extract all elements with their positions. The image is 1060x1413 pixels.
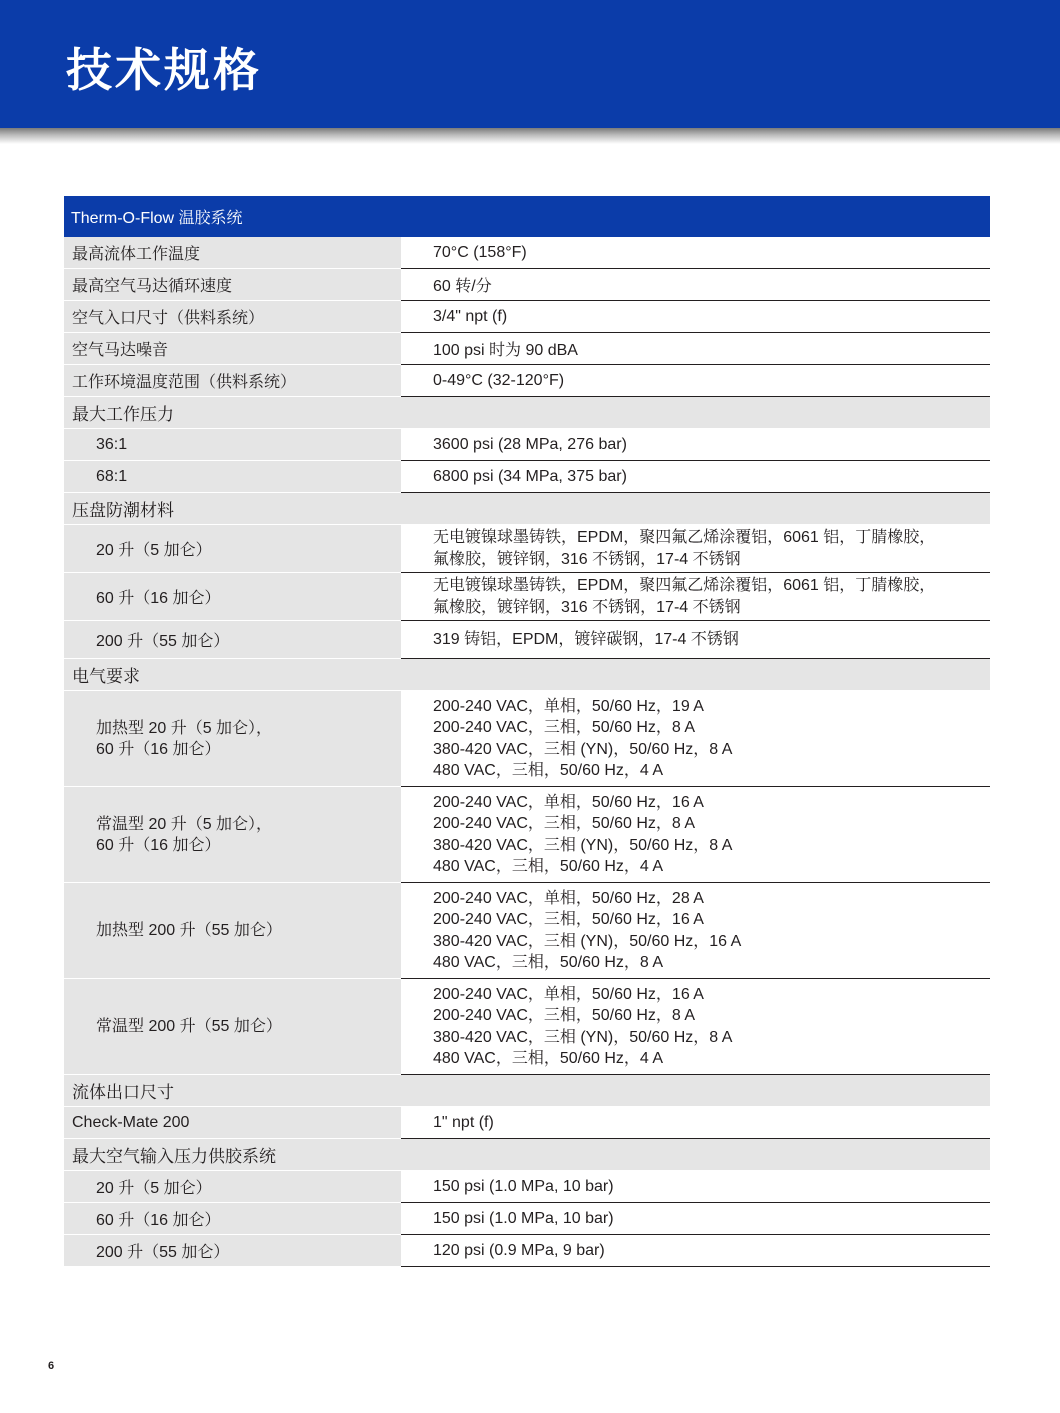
spec-row xyxy=(64,621,990,659)
spec-row xyxy=(64,787,990,883)
spec-value xyxy=(401,621,990,659)
label-line: 加热型 20 升（5 加仑）， xyxy=(96,719,273,737)
value-line: 319 铸铝，EPDM，镀锌碳钢，17-4 不锈钢 xyxy=(433,630,739,648)
label-line: 60 升（16 加仑） xyxy=(96,740,221,758)
spec-label xyxy=(64,691,401,787)
spec-label: 20 升（5 加仑） xyxy=(64,525,401,573)
spec-row xyxy=(64,979,990,1075)
label-line: 加热型 200 升（55 加仑） xyxy=(96,922,282,939)
value-line: 480 VAC，三相，50/60 Hz，4 A xyxy=(433,858,664,875)
label-line: 常温型 200 升（55 加仑） xyxy=(96,1018,282,1035)
spec-label: 空气入口尺寸（供料系统） xyxy=(64,301,401,333)
spec-value: 1" npt (f) xyxy=(401,1107,990,1139)
header-shadow xyxy=(0,128,1060,144)
spec-value xyxy=(401,691,990,787)
spec-row xyxy=(64,525,990,573)
spec-value xyxy=(401,525,990,573)
spec-value: 120 psi (0.9 MPa, 9 bar) xyxy=(401,1235,990,1267)
spec-row xyxy=(64,1235,990,1267)
spec-label: 20 升（5 加仑） xyxy=(64,1171,401,1203)
spec-label xyxy=(64,979,401,1075)
page-title: 技术规格 xyxy=(66,44,262,96)
spec-value: 70°C (158°F) xyxy=(401,237,990,269)
spec-row xyxy=(64,365,990,397)
spec-row xyxy=(64,1171,990,1203)
spec-label xyxy=(64,883,401,979)
spec-value: 150 psi (1.0 MPa, 10 bar) xyxy=(401,1203,990,1235)
section-max-pressure: 最大工作压力 xyxy=(64,397,990,429)
spec-row xyxy=(64,691,990,787)
spec-label: 200 升（55 加仑） xyxy=(64,621,401,659)
value-line: 480 VAC，三相，50/60 Hz，4 A xyxy=(433,1050,664,1067)
value-line: 无电镀镍球墨铸铁，EPDM，聚四氟乙烯涂覆铝，6061 铝，丁腈橡胶， xyxy=(433,577,936,594)
spec-value xyxy=(401,979,990,1075)
value-line: 380-420 VAC，三相 (YN)，50/60 Hz，8 A xyxy=(433,836,733,854)
spec-label: 68:1 xyxy=(64,461,401,493)
value-line: 200-240 VAC，单相，50/60 Hz，16 A xyxy=(433,793,704,811)
section-max-air-input: 最大空气输入压力供胶系统 xyxy=(64,1139,990,1171)
spec-row xyxy=(64,237,990,269)
section-platen-materials: 压盘防潮材料 xyxy=(64,493,990,525)
spec-label xyxy=(64,787,401,883)
spec-value xyxy=(401,573,990,621)
spec-row xyxy=(64,573,990,621)
spec-value: 150 psi (1.0 MPa, 10 bar) xyxy=(401,1171,990,1203)
value-line: 480 VAC，三相，50/60 Hz，4 A xyxy=(433,762,664,779)
spec-label: 36:1 xyxy=(64,429,401,461)
spec-value: 3600 psi (28 MPa, 276 bar) xyxy=(401,429,990,461)
spec-label: 60 升（16 加仑） xyxy=(64,573,401,621)
value-line: 200-240 VAC，三相，50/60 Hz，8 A xyxy=(433,815,696,832)
section-fluid-outlet: 流体出口尺寸 xyxy=(64,1075,990,1107)
value-line: 无电镀镍球墨铸铁，EPDM，聚四氟乙烯涂覆铝，6061 铝，丁腈橡胶， xyxy=(433,529,936,546)
spec-row xyxy=(64,429,990,461)
spec-label: 工作环境温度范围（供料系统） xyxy=(64,365,401,397)
value-line: 380-420 VAC，三相 (YN)，50/60 Hz，8 A xyxy=(433,1028,733,1046)
spec-value xyxy=(401,787,990,883)
value-line: 480 VAC，三相，50/60 Hz，8 A xyxy=(433,954,664,971)
value-line: 氟橡胶，镀锌钢，316 不锈钢，17-4 不锈钢 xyxy=(433,598,741,616)
value-line: 200-240 VAC，三相，50/60 Hz，8 A xyxy=(433,1007,696,1024)
table-header: Therm-O-Flow 温胶系统 xyxy=(64,196,990,237)
spec-label: 最高空气马达循环速度 xyxy=(64,269,401,301)
spec-row xyxy=(64,1203,990,1235)
spec-value: 3/4" npt (f) xyxy=(401,301,990,333)
spec-label: 60 升（16 加仑） xyxy=(64,1203,401,1235)
spec-value: 60 转/分 xyxy=(401,269,990,301)
spec-value: 0-49°C (32-120°F) xyxy=(401,365,990,397)
value-line: 200-240 VAC，三相，50/60 Hz，8 A xyxy=(433,719,696,736)
value-line: 200-240 VAC，单相，50/60 Hz，16 A xyxy=(433,985,704,1003)
page-number: 6 xyxy=(48,1360,55,1372)
value-line: 380-420 VAC，三相 (YN)，50/60 Hz，8 A xyxy=(433,740,733,758)
spec-row xyxy=(64,461,990,493)
spec-label: Check-Mate 200 xyxy=(64,1107,401,1139)
spec-row xyxy=(64,333,990,365)
spec-row xyxy=(64,301,990,333)
value-line: 200-240 VAC，三相，50/60 Hz，16 A xyxy=(433,911,704,928)
spec-row xyxy=(64,1107,990,1139)
label-line: 60 升（16 加仑） xyxy=(96,836,221,854)
spec-row xyxy=(64,269,990,301)
spec-label: 200 升（55 加仑） xyxy=(64,1235,401,1267)
spec-label: 空气马达噪音 xyxy=(64,333,401,365)
spec-value: 6800 psi (34 MPa, 375 bar) xyxy=(401,461,990,493)
spec-label: 最高流体工作温度 xyxy=(64,237,401,269)
label-line: 常温型 20 升（5 加仑）， xyxy=(96,815,273,833)
spec-value: 100 psi 时为 90 dBA xyxy=(401,333,990,365)
value-line: 200-240 VAC，单相，50/60 Hz，28 A xyxy=(433,889,704,907)
spec-row xyxy=(64,883,990,979)
value-line: 380-420 VAC，三相 (YN)，50/60 Hz，16 A xyxy=(433,932,742,950)
section-electrical: 电气要求 xyxy=(64,659,990,691)
value-line: 氟橡胶，镀锌钢，316 不锈钢，17-4 不锈钢 xyxy=(433,550,741,568)
value-line: 200-240 VAC，单相，50/60 Hz，19 A xyxy=(433,697,704,715)
spec-value xyxy=(401,883,990,979)
spec-table xyxy=(64,196,990,1267)
